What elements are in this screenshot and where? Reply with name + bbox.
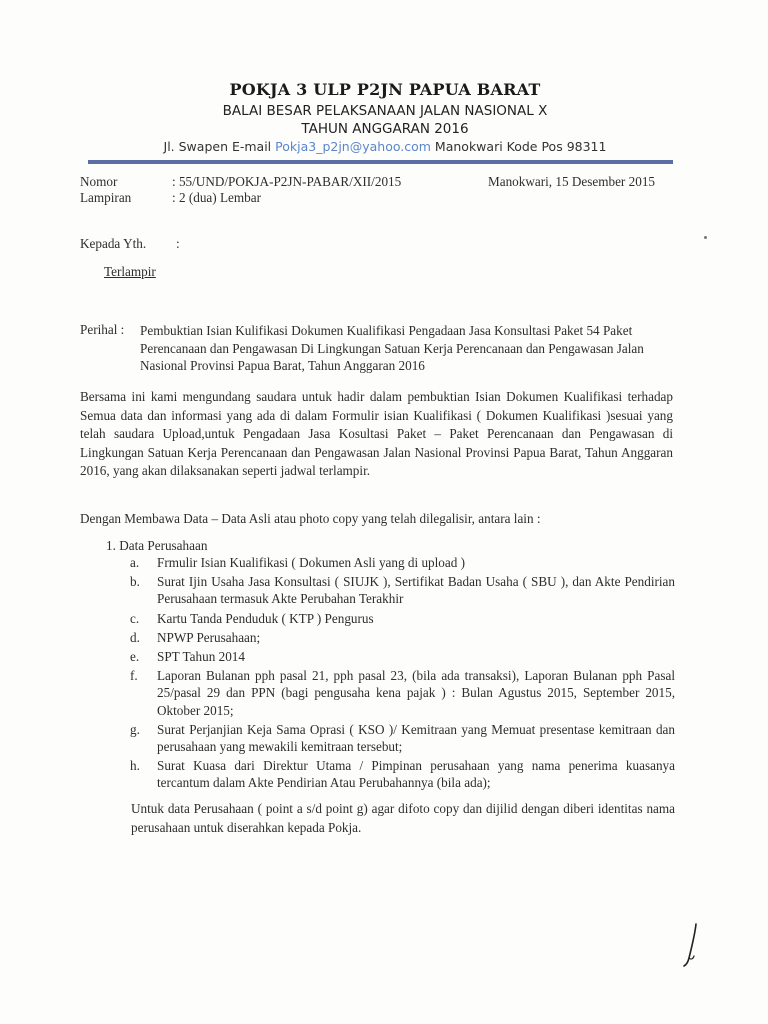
subject-text: Pembuktian Isian Kulifikasi Dokumen Kualifikasi Pengadaan Jasa Konsultasi Paket 54 Paket Perencanaan dan Pengawasan Di Lingkungan Satuan Kerja Perencanaan dan Pengawasan Jalan Nasional Provinsi Papua Barat, Tahun Anggaran 2016 — [140, 323, 644, 373]
lampiran-label: Lampiran — [80, 190, 132, 205]
list-item-text: SPT Tahun 2014 — [157, 649, 245, 665]
pen-mark-icon — [678, 920, 708, 970]
email-link[interactable]: Pokja3_p2jn@yahoo.com — [275, 139, 431, 154]
list-item-letter: h. — [130, 758, 140, 774]
address-prefix: Jl. Swapen E-mail — [163, 139, 276, 154]
list-item-letter: a. — [130, 555, 140, 570]
subject-label: Perihal : — [80, 322, 125, 337]
list-item — [130, 757, 675, 791]
list-item-letter: d. — [130, 629, 140, 645]
list-item — [130, 667, 675, 719]
list-item-text: Frmulir Isian Kualifikasi ( Dokumen Asli yang di upload ) — [157, 555, 466, 570]
nomor-value: : 55/UND/POKJA-P2JN-PABAR/XII/2015 — [172, 174, 402, 189]
address-suffix: Manokwari Kode Pos 98311 — [430, 139, 607, 154]
letter-date: Manokwari, 15 Desember 2015 — [488, 174, 656, 189]
requirements-list — [130, 554, 675, 794]
recipient-colon: : — [176, 236, 180, 251]
list-item-text: Surat Perjanjian Keja Sama Oprasi ( KSO )/ Kemitraan yang Memuat presentase kemitraan dan perusahaan yang mewakili kemitraan tersebut; — [157, 721, 675, 755]
list-item — [130, 721, 675, 755]
letterhead-title: POKJA 3 ULP P2JN PAPUA BARAT — [229, 80, 541, 99]
list-item — [130, 648, 675, 665]
body-paragraph-2: Dengan Membawa Data – Data Asli atau photo copy yang telah dilegalisir, antara lain : — [80, 511, 541, 526]
list-item-text: NPWP Perusahaan; — [157, 629, 261, 645]
letterhead-fiscal-year: TAHUN ANGGARAN 2016 — [301, 121, 469, 137]
letterhead-institution: BALAI BESAR PELAKSANAAN JALAN NASIONAL X — [222, 103, 548, 119]
body-paragraph-3: Untuk data Perusahaan ( point a s/d point g) agar difoto copy dan dijilid dengan diberi identitas nama perusahaan untuk diserahkan kepada Pokja. — [131, 801, 675, 835]
list-item-letter: e. — [130, 649, 140, 665]
list-heading: 1. Data Perusahaan — [106, 538, 208, 553]
recipient-label: Kepada Yth. — [80, 236, 147, 251]
list-item-text: Surat Ijin Usaha Jasa Konsultasi ( SIUJK ), Sertifikat Badan Usaha ( SBU ), dan Akte Pendirian Perusahaan termasuk Akte Perubahan Terakhir — [157, 574, 675, 607]
list-item — [130, 573, 675, 607]
list-item — [130, 554, 675, 571]
body-paragraph-1: Bersama ini kami mengundang saudara untuk hadir dalam pembuktian Isian Dokumen Kualifikasi terhadap Semua data dan informasi yang ada di dalam Formulir isian Kualifikasi ( Dokumen Kualifikasi )sesuai yang telah saudara Upload,untuk Pengadaan Jasa Kosultasi Paket – Paket Perencanaan dan Pengawasan di Lingkungan Satuan Kerja Perencanaan dan Pengawasan Jalan Nasional Provinsi Papua Barat, Tahun Anggaran 2016, yang akan dilaksanakan seperti jadwal terlampir. — [80, 389, 673, 478]
lampiran-value: : 2 (dua) Lembar — [172, 190, 261, 205]
scan-speck — [704, 236, 707, 239]
recipient-name: Terlampir — [104, 264, 156, 279]
list-item-letter: b. — [130, 574, 140, 590]
list-item-letter: c. — [130, 610, 140, 626]
list-item-text: Surat Kuasa dari Direktur Utama / Pimpinan perusahaan yang nama penerima kuasanya tercantum dalam Akte Pendirian Atau Perubahannya (bila ada); — [157, 758, 675, 791]
list-item — [130, 610, 675, 627]
list-item-letter: f. — [130, 668, 138, 684]
letterhead-divider — [88, 160, 673, 164]
nomor-label: Nomor — [80, 174, 118, 189]
list-item-letter: g. — [130, 721, 140, 737]
list-item — [130, 629, 675, 646]
list-item-text: Kartu Tanda Penduduk ( KTP ) Pengurus — [157, 610, 374, 626]
letterhead-address — [90, 139, 680, 154]
list-item-text: Laporan Bulanan pph pasal 21, pph pasal 23, (bila ada transaksi), Laporan Bulanan pph Pasal 25/pasal 29 dan PPN (bagi pengusaha kena pajak ) : Bulan Agustus 2015, September 2015, Oktober 2015; — [157, 668, 675, 718]
